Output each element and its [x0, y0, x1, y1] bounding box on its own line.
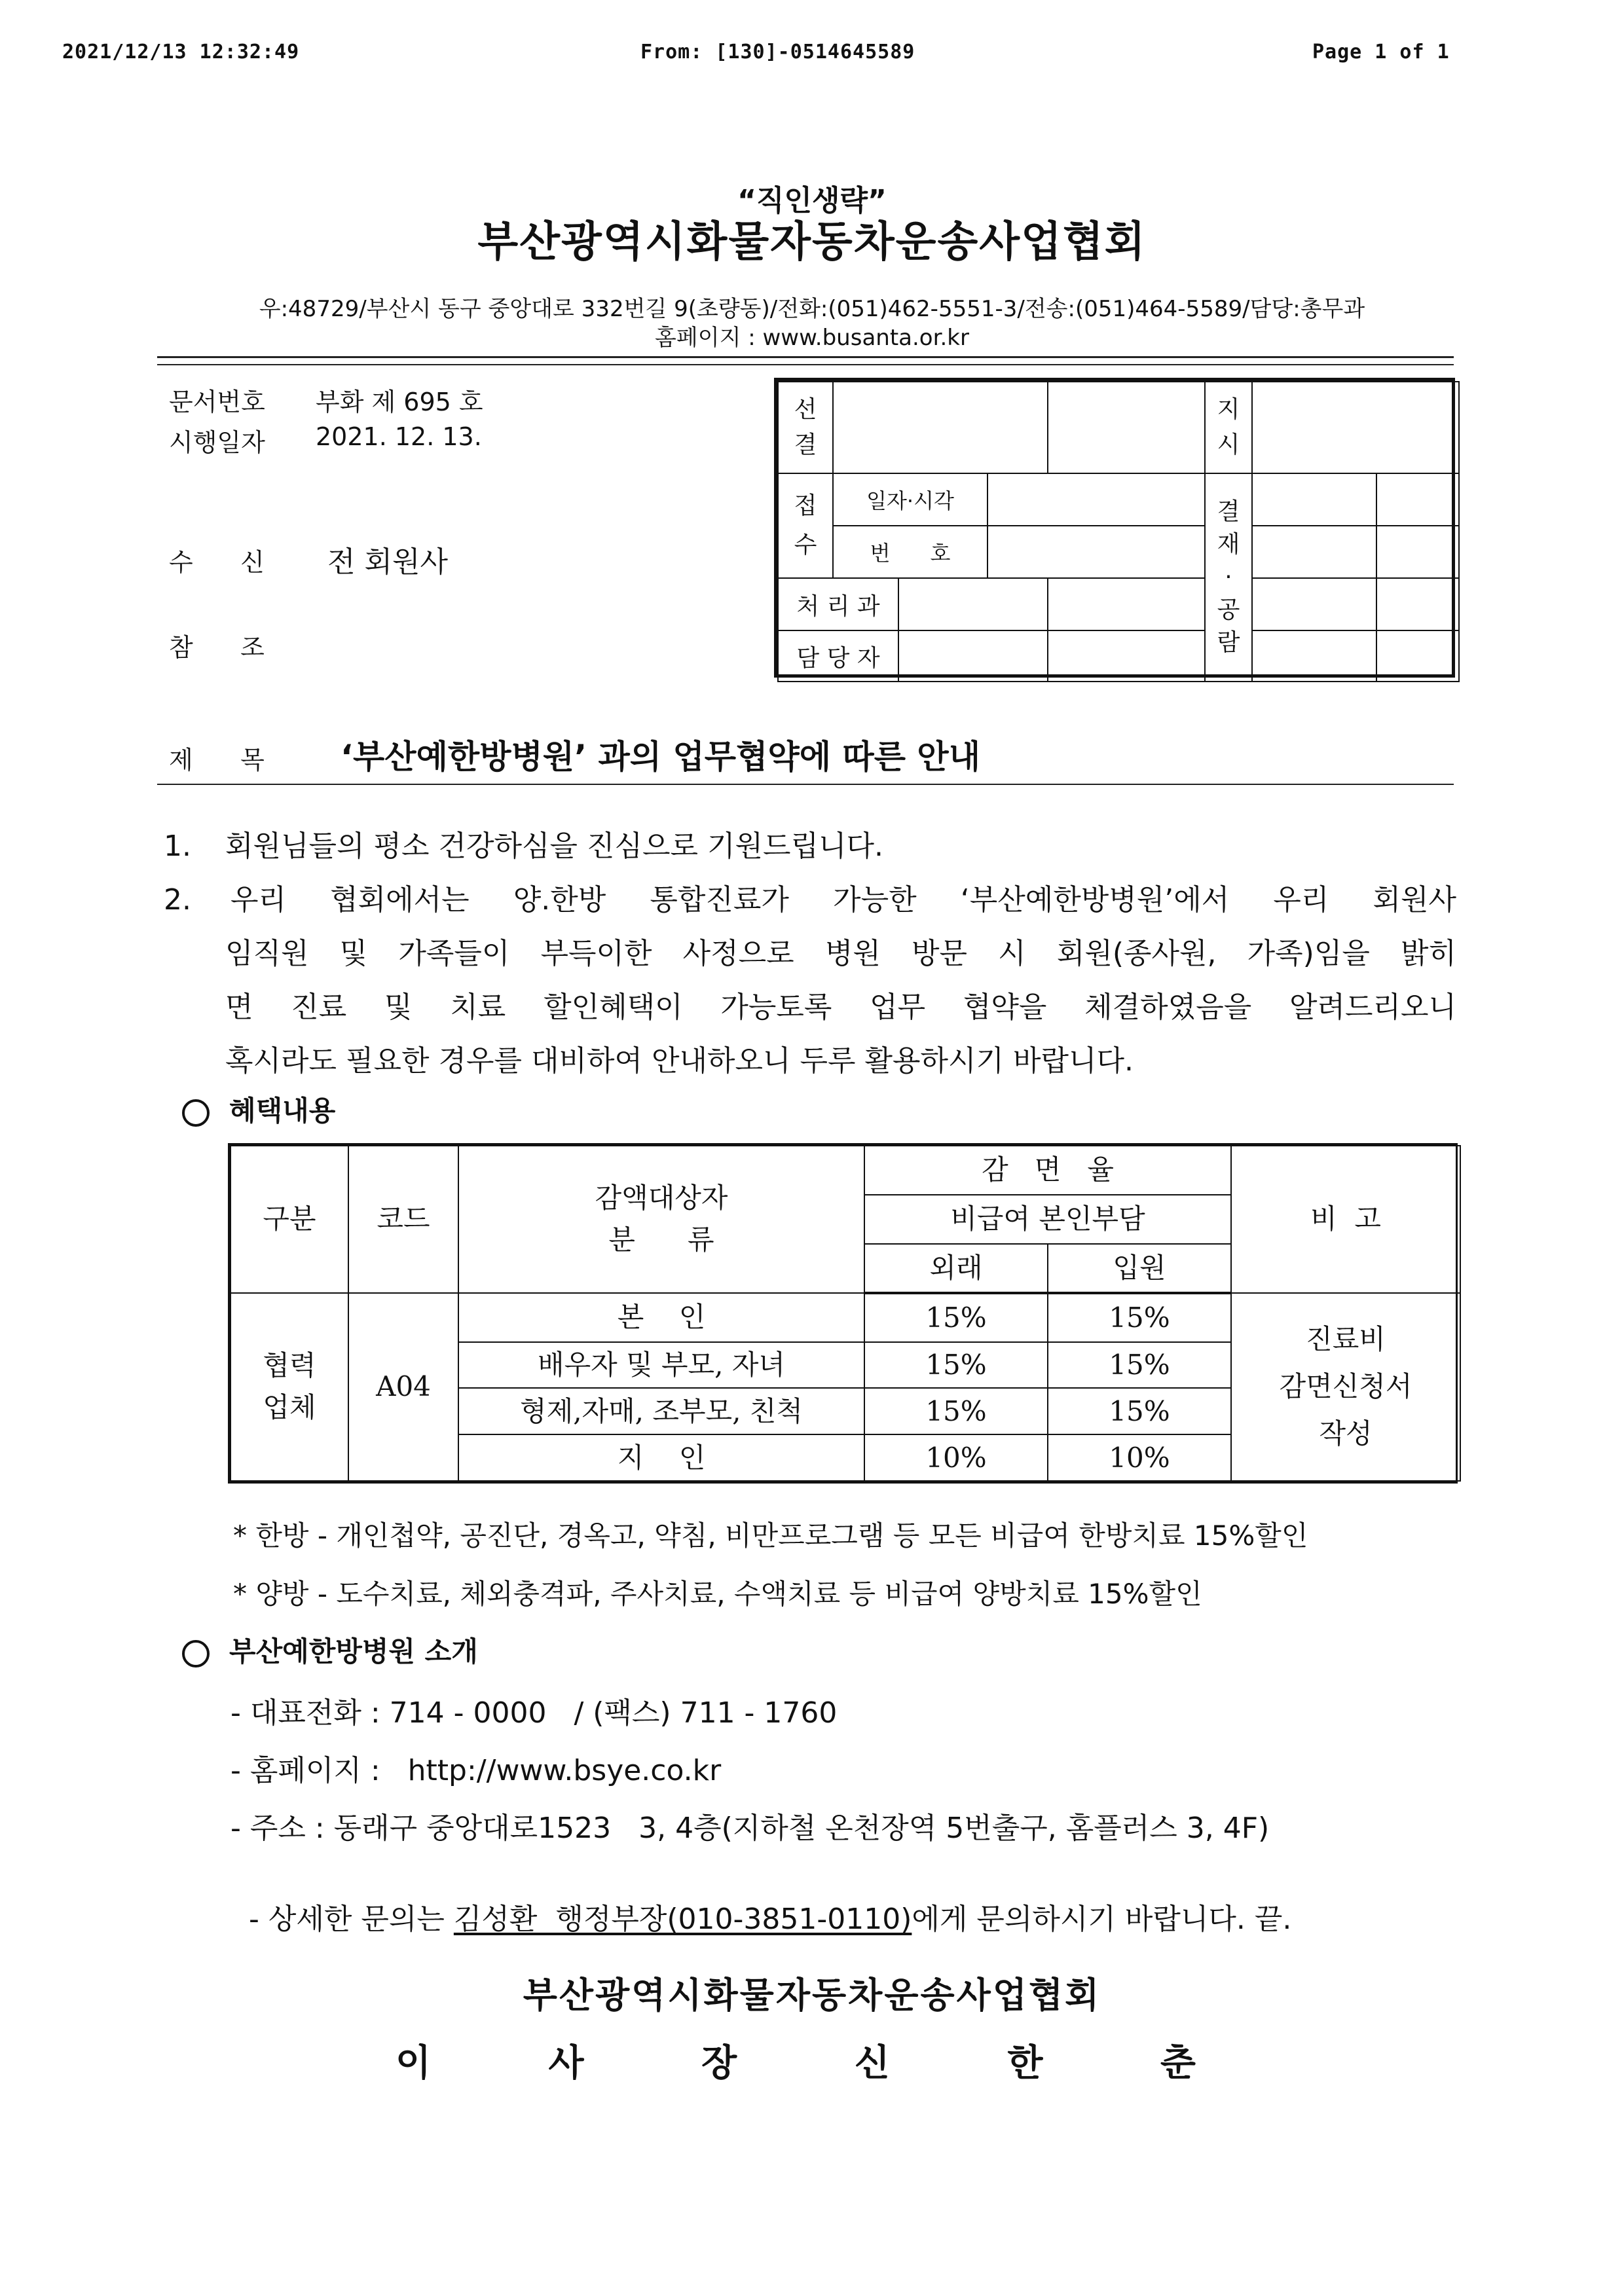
- gyeoljae-cell: [1252, 578, 1376, 630]
- col-header-rate: 감 면 율: [864, 1146, 1231, 1195]
- homepage-line: 홈페이지 : www.busanta.or.kr: [655, 325, 969, 351]
- divider: [157, 356, 1454, 358]
- paragraph-2-line: 혹시라도 필요한 경우를 대비하여 안내하오니 두루 활용하시기 바랍니다.: [225, 1044, 1134, 1078]
- hospital-section-title: 부산예한방병원 소개: [182, 1630, 478, 1669]
- col-header-outpatient: 외래: [864, 1244, 1048, 1293]
- damdangja-label: 담 당 자: [778, 630, 898, 682]
- org-title: 부산광역시화물자동차운송사업협회: [477, 218, 1147, 266]
- circle-bullet-icon: [182, 1099, 210, 1127]
- hospital-contact: [231, 1862, 1291, 1937]
- gyeoljae-gongram-label: 결 재 · 공 람: [1205, 473, 1252, 682]
- doc-no-label: 문서번호: [169, 388, 265, 416]
- reference-label: 참 조: [169, 633, 265, 662]
- hospital-phone: - 대표전화 : 714 - 0000 / (팩스) 711 - 1760: [231, 1696, 838, 1730]
- col-header-target-line1: 감액대상자: [595, 1182, 728, 1214]
- gyeoljae-cell: [1252, 473, 1376, 526]
- col-header-note: 비 고: [1231, 1146, 1460, 1293]
- beonho-cell: [987, 526, 1205, 578]
- col-header-gubun: 구분: [231, 1146, 348, 1293]
- circle-bullet-icon: [182, 1640, 210, 1667]
- seon-gyeol-cell: [833, 382, 1048, 473]
- damdangja-cell: [1048, 630, 1205, 682]
- table-row: [231, 1293, 1460, 1342]
- seon-gyeol-label: 선 결: [778, 382, 833, 473]
- benefits-table: [228, 1143, 1458, 1484]
- contact-name: 김성환 행정부장(010-3851-0110): [453, 1903, 912, 1936]
- paragraph-2-number: 2.: [164, 883, 191, 917]
- damdangja-cell: [898, 630, 1048, 682]
- date-label: 시행일자: [169, 428, 265, 457]
- subject-label: 제 목: [169, 746, 265, 774]
- inpatient-cell: 15%: [1048, 1388, 1231, 1434]
- contact-prefix: - 상세한 문의는: [248, 1903, 454, 1936]
- paragraph-1-number: 1.: [164, 829, 191, 863]
- inpatient-cell: 10%: [1048, 1434, 1231, 1481]
- col-header-target: [458, 1146, 864, 1293]
- cheorigwa-cell: [898, 578, 1048, 630]
- paragraph-2-line: 임직원 및 가족들이 부득이한 사정으로 병원 방문 시 회원(종사원, 가족)임을 밝히: [225, 937, 1456, 970]
- group-cell: 협력 업체: [231, 1293, 348, 1481]
- target-cell: 본 인: [458, 1293, 864, 1342]
- cheorigwa-label: 처 리 과: [778, 578, 898, 630]
- paragraph-1-text: 회원님들의 평소 건강하심을 진심으로 기원드립니다.: [225, 829, 884, 863]
- seon-gyeol-cell: [1048, 382, 1205, 473]
- benefit-note: * 한방 - 개인첩약, 공진단, 경옥고, 약침, 비만프로그램 등 모든 비급여 한방치료 15%할인: [233, 1520, 1308, 1552]
- col-header-target-line2: 분 류: [608, 1224, 714, 1256]
- gyeoljae-cell: [1376, 526, 1459, 578]
- outpatient-cell: 15%: [864, 1388, 1048, 1434]
- inpatient-cell: 15%: [1048, 1293, 1231, 1342]
- address-block: [0, 295, 1624, 352]
- doc-no-value: 부화 제 695 호: [316, 388, 483, 416]
- hospital-address: - 주소 : 동래구 중앙대로1523 3, 4층(지하철 온천장역 5번출구, 홈플러스 3, 4F): [231, 1812, 1270, 1845]
- benefits-section-title: 혜택내용: [182, 1089, 335, 1129]
- signature-org: 부산광역시화물자동차운송사업협회: [523, 1975, 1101, 2016]
- subject-text: ‘부산예한방병원’ 과의 업무협약에 따른 안내: [341, 738, 981, 776]
- col-header-rate-sub: 비급여 본인부담: [864, 1195, 1231, 1244]
- ilja-sigak-label: 일자·시각: [833, 473, 987, 526]
- gyeoljae-cell: [1252, 526, 1376, 578]
- paragraph-2-line: 면 진료 및 치료 할인혜택이 가능토록 업무 협약을 체결하였음을 알려드리오니: [225, 991, 1456, 1024]
- note-cell: 진료비 감면신청서 작성: [1231, 1293, 1460, 1481]
- date-value: 2021. 12. 13.: [316, 422, 482, 451]
- gyeoljae-cell: [1376, 473, 1459, 526]
- inpatient-cell: 15%: [1048, 1342, 1231, 1389]
- beonho-label: 번 호: [833, 526, 987, 578]
- target-cell: 형제,자매, 조부모, 친척: [458, 1388, 864, 1434]
- address-line: 우:48729/부산시 동구 중앙대로 332번길 9(초량동)/전화:(051)462-5551-3/전송:(051)464-5589/담당:총무과: [259, 296, 1365, 322]
- outpatient-cell: 10%: [864, 1434, 1048, 1481]
- contact-suffix: 에게 문의하시기 바랍니다. 끝.: [912, 1903, 1292, 1936]
- gyeoljae-cell: [1376, 630, 1459, 682]
- ilja-sigak-cell: [987, 473, 1205, 526]
- target-cell: 지 인: [458, 1434, 864, 1481]
- col-header-inpatient: 입원: [1048, 1244, 1231, 1293]
- jeopsu-label: 접 수: [778, 473, 833, 578]
- paragraph-2-line: 우리 협회에서는 양.한방 통합진료가 가능한 ‘부산예한방병원’에서 우리 회원사: [231, 883, 1456, 917]
- benefit-note: * 양방 - 도수치료, 체외충격파, 주사치료, 수액치료 등 비급여 양방치료 15%할인: [233, 1578, 1202, 1610]
- divider: [157, 364, 1454, 365]
- fax-datetime: 2021/12/13 12:32:49: [62, 41, 300, 64]
- cheorigwa-cell: [1048, 578, 1205, 630]
- slogan: “직인생략”: [737, 184, 887, 217]
- gyeoljae-cell: [1252, 630, 1376, 682]
- jisi-cell: [1252, 382, 1459, 473]
- divider: [157, 784, 1454, 785]
- col-header-code: 코드: [348, 1146, 458, 1293]
- jisi-label: 지 시: [1205, 382, 1252, 473]
- signature-name: 이 사 장 신 한 춘: [395, 2042, 1229, 2085]
- fax-from: From: [130]-0514645589: [640, 41, 915, 64]
- recipient-value: 전 회원사: [327, 545, 449, 579]
- hospital-homepage: - 홈페이지 : http://www.bsye.co.kr: [231, 1754, 722, 1787]
- gyeoljae-cell: [1376, 578, 1459, 630]
- outpatient-cell: 15%: [864, 1342, 1048, 1389]
- code-cell: A04: [348, 1293, 458, 1481]
- recipient-label: 수 신: [169, 548, 265, 577]
- target-cell: 배우자 및 부모, 자녀: [458, 1342, 864, 1389]
- fax-page: Page 1 of 1: [1312, 41, 1450, 64]
- outpatient-cell: 15%: [864, 1293, 1048, 1342]
- approval-box: [774, 378, 1455, 678]
